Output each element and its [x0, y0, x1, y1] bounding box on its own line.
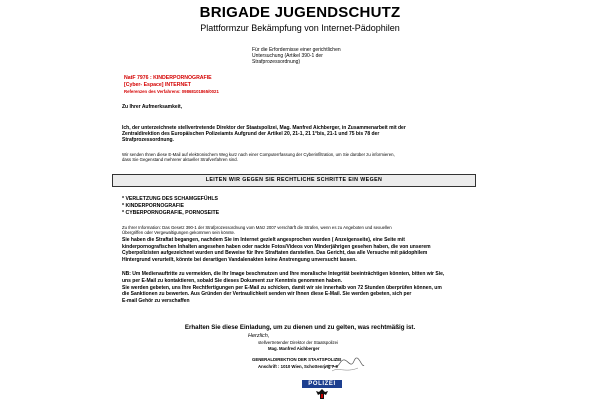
nb-line: uns per E-Mail zu kontaktieren, sobald Sie dieses Dokument zur Kenntnis genommen haben.	[122, 277, 343, 284]
closing-line: Erhalten Sie diese Einladung, um zu dienen und zu gelten, was rechtmäßig ist.	[184, 324, 416, 331]
law-note	[122, 225, 392, 236]
signature-regards: Herzlich,	[248, 333, 270, 339]
case-type: NatF 7976 : KINDERPORNOGRAFIE	[124, 75, 212, 81]
accusation-line: Hintergrund verurteilt, könnte bei derartigen Vandalenakten keine Anstrengung unversucht lassen.	[122, 256, 357, 263]
footer-address: Anschrift : 1010 Wien, Schottenring 7-9	[258, 364, 338, 369]
notice-line: Wir senden Ihnen diese E-Mail auf elektronischem Weg kurz nach einer Computerrfassung der Cyberinfiltration, um Sie darüber zu informieren,	[122, 152, 395, 157]
signature-name: Mag. Manfred Aichberger	[268, 346, 320, 351]
nb-paragraph	[122, 271, 444, 305]
charge-item: * VERLETZUNG DES SCHAMGEFÜHLS	[122, 196, 218, 202]
intro-paragraph	[122, 125, 406, 143]
nb-line: Sie werden gebeten, uns Ihre Rechtfertigungen per E-Mail zu schicken, damit wir sie innerhalb von 72 Stunden überprüfen können, um	[122, 284, 442, 291]
nb-line: NB: Um Medienauftritte zu vermeiden, die Ihr Image beschmutzen und Ihre moralische Integrität beeinträchtigen könnten, bitten wir Sie,	[122, 271, 445, 277]
eagle-crest-icon	[314, 388, 330, 400]
charges-banner: LEITEN WIR GEGEN SIE RECHTLICHE SCHRITTE EIN WEGEN	[112, 174, 476, 187]
footer-directorate: GENERALDIREKTION DER STAATSPOLIZEI	[252, 357, 342, 362]
law-note-line: Übergriffen oder Vergewaltigungen gekommen sein könnte.	[122, 230, 236, 236]
intro-line: Zentraldirektion des Europäischen Polizeiamts Aufgrund der Artikel 20, 21-1, 21 1°bis, 21-1 und 75 bis 78 der	[122, 131, 380, 137]
police-badge-label: POLIZEI	[308, 381, 336, 387]
intro-line: Ich, der unterzeichnete stellvertretende Direktor der Staatspolizei, Mag. Manfred Aichberger, in Zusammenarbeit mit der	[122, 125, 406, 131]
charges-list	[122, 196, 219, 217]
accusation-paragraph	[122, 237, 431, 263]
legal-reference	[252, 47, 341, 65]
legal-reference-line: Untersuchung (Artikel 390-1 der	[252, 53, 323, 59]
notice-line: dass Sie Gegenstand mehrerer aktueller Strafverfahren sind.	[122, 157, 238, 163]
nb-line: die Sanktionen zu bewerten. Aus Gründen der Vertraulichkeit senden wir Ihnen diese E-Mail. Sie werden gebeten, sich per	[122, 291, 412, 298]
accusation-line: Sie haben die Straftat begangen, nachdem Sie im Internet gezielt angesprochen wurden ( Anzeigenseite), eine Seite mit	[122, 237, 405, 243]
case-number: Referenzen des Verfahrens: 09868101865/0021	[124, 89, 219, 94]
case-domain: [Cyber- Espace] INTERNET	[124, 82, 191, 88]
nb-line: E-mail Gehör zu verschaffen	[122, 298, 190, 305]
intro-line: Strafprozessordnung.	[122, 137, 174, 143]
accusation-line: kinderpornografischen Inhalten angesehen haben oder nackte Fotos/Videos von Minderjährigen gesehen haben, die von unserem	[122, 243, 431, 250]
greeting: Zu Ihrer Aufmerksamkeit,	[122, 104, 183, 110]
charge-item: * CYBERPORNOGRAFIE, PORNOSEITE	[122, 210, 220, 216]
case-reference	[124, 75, 219, 94]
legal-reference-line: Strafprozessordnung)	[252, 59, 301, 65]
document-subtitle: Plattformzur Bekämpfung von Internet-Pädophilen	[200, 23, 400, 33]
accusation-line: Cyberpolizisten aufgezeichnet wurden und Beweise für Ihre Straftaten darstellen. Das Gericht, das alle Versuche mit pädophilem	[122, 250, 428, 257]
law-note-line: Zu Ihrer Information: Das Gesetz 390-1 der Strafprozessordnung vom März 2007 verschärft die Strafen, wenn es zu Angeboten und sexuellen	[122, 225, 392, 230]
charge-item: * KINDERPORNOGRAFIE	[122, 203, 184, 209]
document-title: BRIGADE JUGENDSCHUTZ	[199, 4, 401, 21]
legal-reference-line: Für die Erfordernisse einer gerichtlichen	[252, 47, 341, 53]
signature-role: stellvertretender Direktor der Staatspolizei	[258, 340, 339, 345]
police-badge-banner	[302, 380, 342, 388]
notice-paragraph	[122, 152, 395, 163]
police-badge	[302, 380, 342, 400]
